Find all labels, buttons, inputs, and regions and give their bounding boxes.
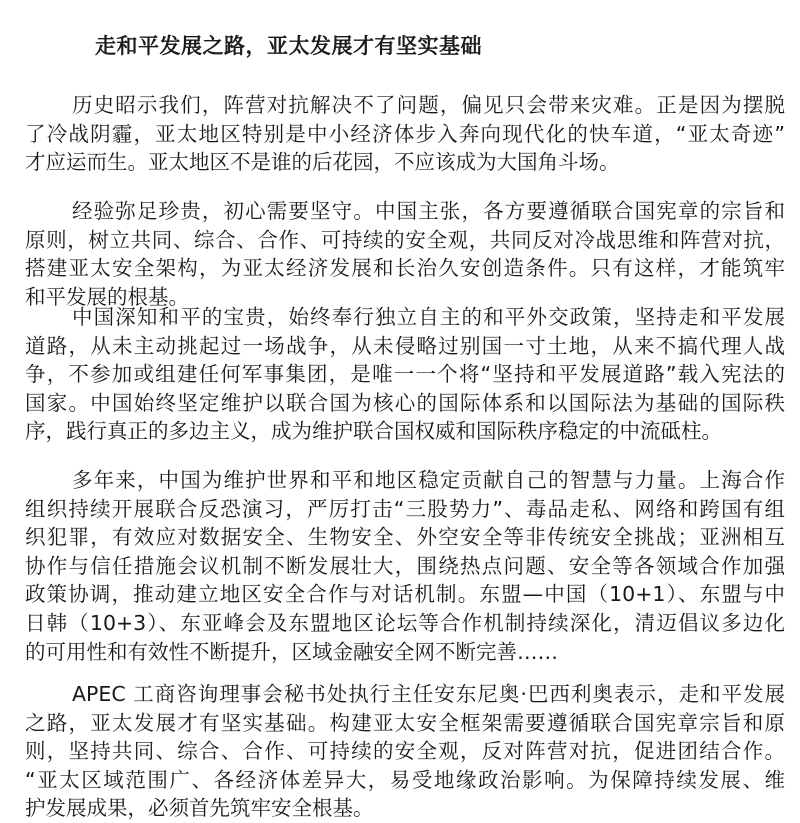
paragraph [25, 303, 785, 446]
paragraph-line: APEC 工商咨询理事会秘书处执行主任安东尼奥·巴西利奥表示，走和平发展 [72, 682, 785, 706]
paragraph [25, 680, 785, 823]
paragraph-line: 护发展成果，必须首先筑牢安全根基。 [25, 796, 374, 821]
paragraph-line: 多年来，中国为维护世界和平和地区稳定贡献自己的智慧与力量。上海合作 [72, 468, 785, 492]
paragraph-line: 织犯罪，有效应对数据安全、生物安全、外空安全等非传统安全挑战；亚洲相互 [25, 525, 785, 550]
paragraph-line: 之路，亚太发展才有坚实基础。构建亚太安全框架需要遵循联合国宪章宗旨和原 [25, 710, 785, 735]
paragraph-line: 的可用性和有效性不断提升，区域金融安全网不断完善…… [25, 639, 558, 664]
paragraph-line: 中国深知和平的宝贵，始终奉行独立自主的和平外交政策，坚持走和平发展 [72, 305, 785, 329]
paragraph-line: 原则，树立共同、综合、合作、可持续的安全观，共同反对冷战思维和阵营对抗， [25, 227, 785, 252]
paragraph-line: “亚太区域范围广、各经济体差异大，易受地缘政治影响。为保障持续发展、维 [25, 767, 785, 792]
paragraph-line: 经验弥足珍贵，初心需要坚守。中国主张，各方要遵循联合国宪章的宗旨和 [72, 199, 785, 223]
paragraph [25, 91, 785, 177]
paragraph-line: 和平发展的根基。 [25, 284, 189, 309]
paragraph-line: 历史昭示我们，阵营对抗解决不了问题，偏见只会带来灾难。正是因为摆脱 [72, 93, 785, 117]
paragraph-line: 道路，从未主动挑起过一场战争，从未侵略过别国一寸土地，从来不搞代理人战 [25, 333, 785, 358]
paragraph-line: 协作与信任措施会议机制不断发展壮大，围绕热点问题、安全等各领域合作加强 [25, 553, 785, 578]
paragraph-line: 序，践行真正的多边主义，成为维护联合国权威和国际秩序稳定的中流砥柱。 [25, 419, 722, 444]
paragraph-line: 国家。中国始终坚定维护以联合国为核心的国际体系和以国际法为基础的国际秩 [25, 390, 785, 415]
paragraph [25, 466, 785, 666]
paragraph-line: 组织持续开展联合反恐演习，严厉打击“三股势力”、毒品走私、网络和跨国有组 [25, 496, 785, 521]
paragraph-line: 了冷战阴霾，亚太地区特别是中小经济体步入奔向现代化的快车道，“亚太奇迹” [25, 121, 785, 146]
paragraph-line: 日韩（10+3）、东亚峰会及东盟地区论坛等合作机制持续深化，清迈倡议多边化 [25, 610, 785, 635]
section-heading: 走和平发展之路，亚太发展才有坚实基础 [95, 34, 482, 58]
paragraph-line: 政策协调，推动建立地区安全合作与对话机制。东盟—中国（10+1）、东盟与中 [25, 582, 785, 607]
paragraph-line: 才应运而生。亚太地区不是谁的后花园，不应该成为大国角斗场。 [25, 150, 620, 175]
paragraph-line: 则，坚持共同、综合、合作、可持续的安全观，反对阵营对抗，促进团结合作。 [25, 739, 785, 764]
paragraph-line: 搭建亚太安全架构，为亚太经济发展和长治久安创造条件。只有这样，才能筑牢 [25, 256, 785, 281]
paragraph-line: 争，不参加或组建任何军事集团，是唯一一个将“坚持和平发展道路”载入宪法的 [25, 362, 785, 387]
paragraph [25, 197, 785, 311]
